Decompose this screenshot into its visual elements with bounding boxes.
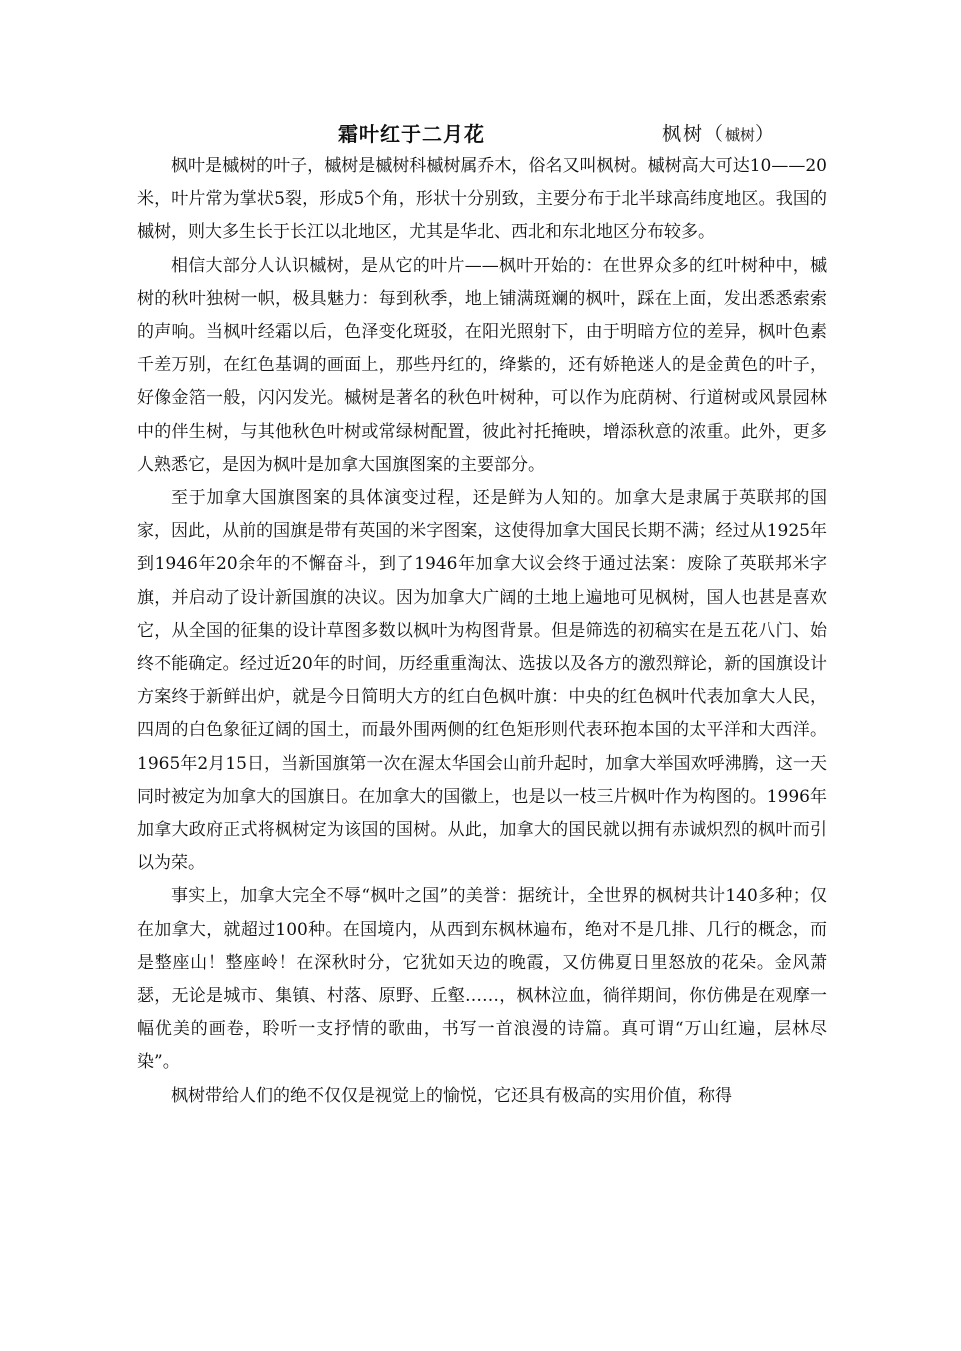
paragraph-practical-value: 枫树带给人们的绝不仅仅是视觉上的愉悦，它还具有极高的实用价值，称得 [171,1085,732,1106]
paragraph-canada-flag: 至于加拿大国旗图案的具体演变过程，还是鲜为人知的。加拿大是隶属于英联邦的国家，因此，从前的国旗是带有英国的米字图案，这使得加拿大国民长期不满；经过从1925年到1946年20余年的不懈奋斗，到了1946年加拿大议会终于通过法案：废除了英联邦米字旗，并启动了设计新国旗的决议。因为加拿大广阔的土地上遍地可见枫树，国人也甚是喜欢它，从全国的征集的设计草图多数以枫叶为构图背景。但是筛选的初稿实在是五花八门、始终不能确定。经过近20年的时间，历经重重淘汰、选拔以及各方的激烈辩论，新的国旗设计方案终于新鲜出炉，就是今日简明大方的红白色枫叶旗：中央的红色枫叶代表加拿大人民，四周的白色象征辽阔的国土，而最外围两侧的红色矩形则代表环抱本国的太平洋和大西洋。1965年2月15日，当新国旗第一次在渥太华国会山前升起时，加拿大举国欢呼沸腾，这一天同时被定为加拿大的国旗日。在加拿大的国徽上，也是以一枝三片枫叶作为构图的。1996年加拿大政府正式将枫树定为该国的国树。从此，加拿大的国民就以拥有赤诚炽烈的枫叶而引以为荣。 [137,488,827,874]
paragraph-autumn-leaves: 相信大部分人认识槭树，是从它的叶片——枫叶开始的：在世界众多的红叶树种中，槭树的秋叶独树一帜，极具魅力：每到秋季，地上铺满斑斓的枫叶，踩在上面，发出悉悉索索的声响。当枫叶经霜以后，色泽变化斑驳，在阳光照射下，由于明暗方位的差异，枫叶色素千差万别，在红色基调的画面上，那些丹红的，绛紫的，还有娇艳迷人的是金黄色的叶子，好像金箔一般，闪闪发光。槭树是著名的秋色叶树种，可以作为庇荫树、行道树或风景园林中的伴生树，与其他秋色叶树或常绿树配置，彼此衬托掩映，增添秋意的浓重。此外，更多人熟悉它，是因为枫叶是加拿大国旗图案的主要部分。 [137,255,827,475]
subtitle-prefix: 枫树（ [662,123,726,145]
body-text [137,150,827,1113]
title-row [0,118,961,150]
subtitle [662,118,774,151]
main-title: 霜叶红于二月花 [338,122,485,146]
subtitle-small-text: 槭树 [725,126,756,144]
subtitle-suffix: ） [755,123,775,145]
paragraph-maple-country: 事实上，加拿大完全不辱“枫叶之国”的美誉：据统计，全世界的枫树共计140多种；仅在加拿大，就超过100种。在国境内，从西到东枫林遍布，绝对不是几排、几行的概念，而是整座山！整座岭！在深秋时分，它犹如天边的晚霞，又仿佛夏日里怒放的花朵。金风萧瑟，无论是城市、集镇、村落、原野、丘壑……，枫林泣血，徜徉期间，你仿佛是在观摩一幅优美的画卷，聆听一支抒情的歌曲，书写一首浪漫的诗篇。真可谓“万山红遍，层林尽染”。 [137,886,827,1073]
paragraph-maple-intro: 枫叶是槭树的叶子，槭树是槭树科槭树属乔木，俗名又叫枫树。槭树高大可达10——20米，叶片常为掌状5裂，形成5个角，形状十分别致，主要分布于北半球高纬度地区。我国的槭树，则大多生长于长江以北地区，尤其是华北、西北和东北地区分布较多。 [137,156,827,243]
